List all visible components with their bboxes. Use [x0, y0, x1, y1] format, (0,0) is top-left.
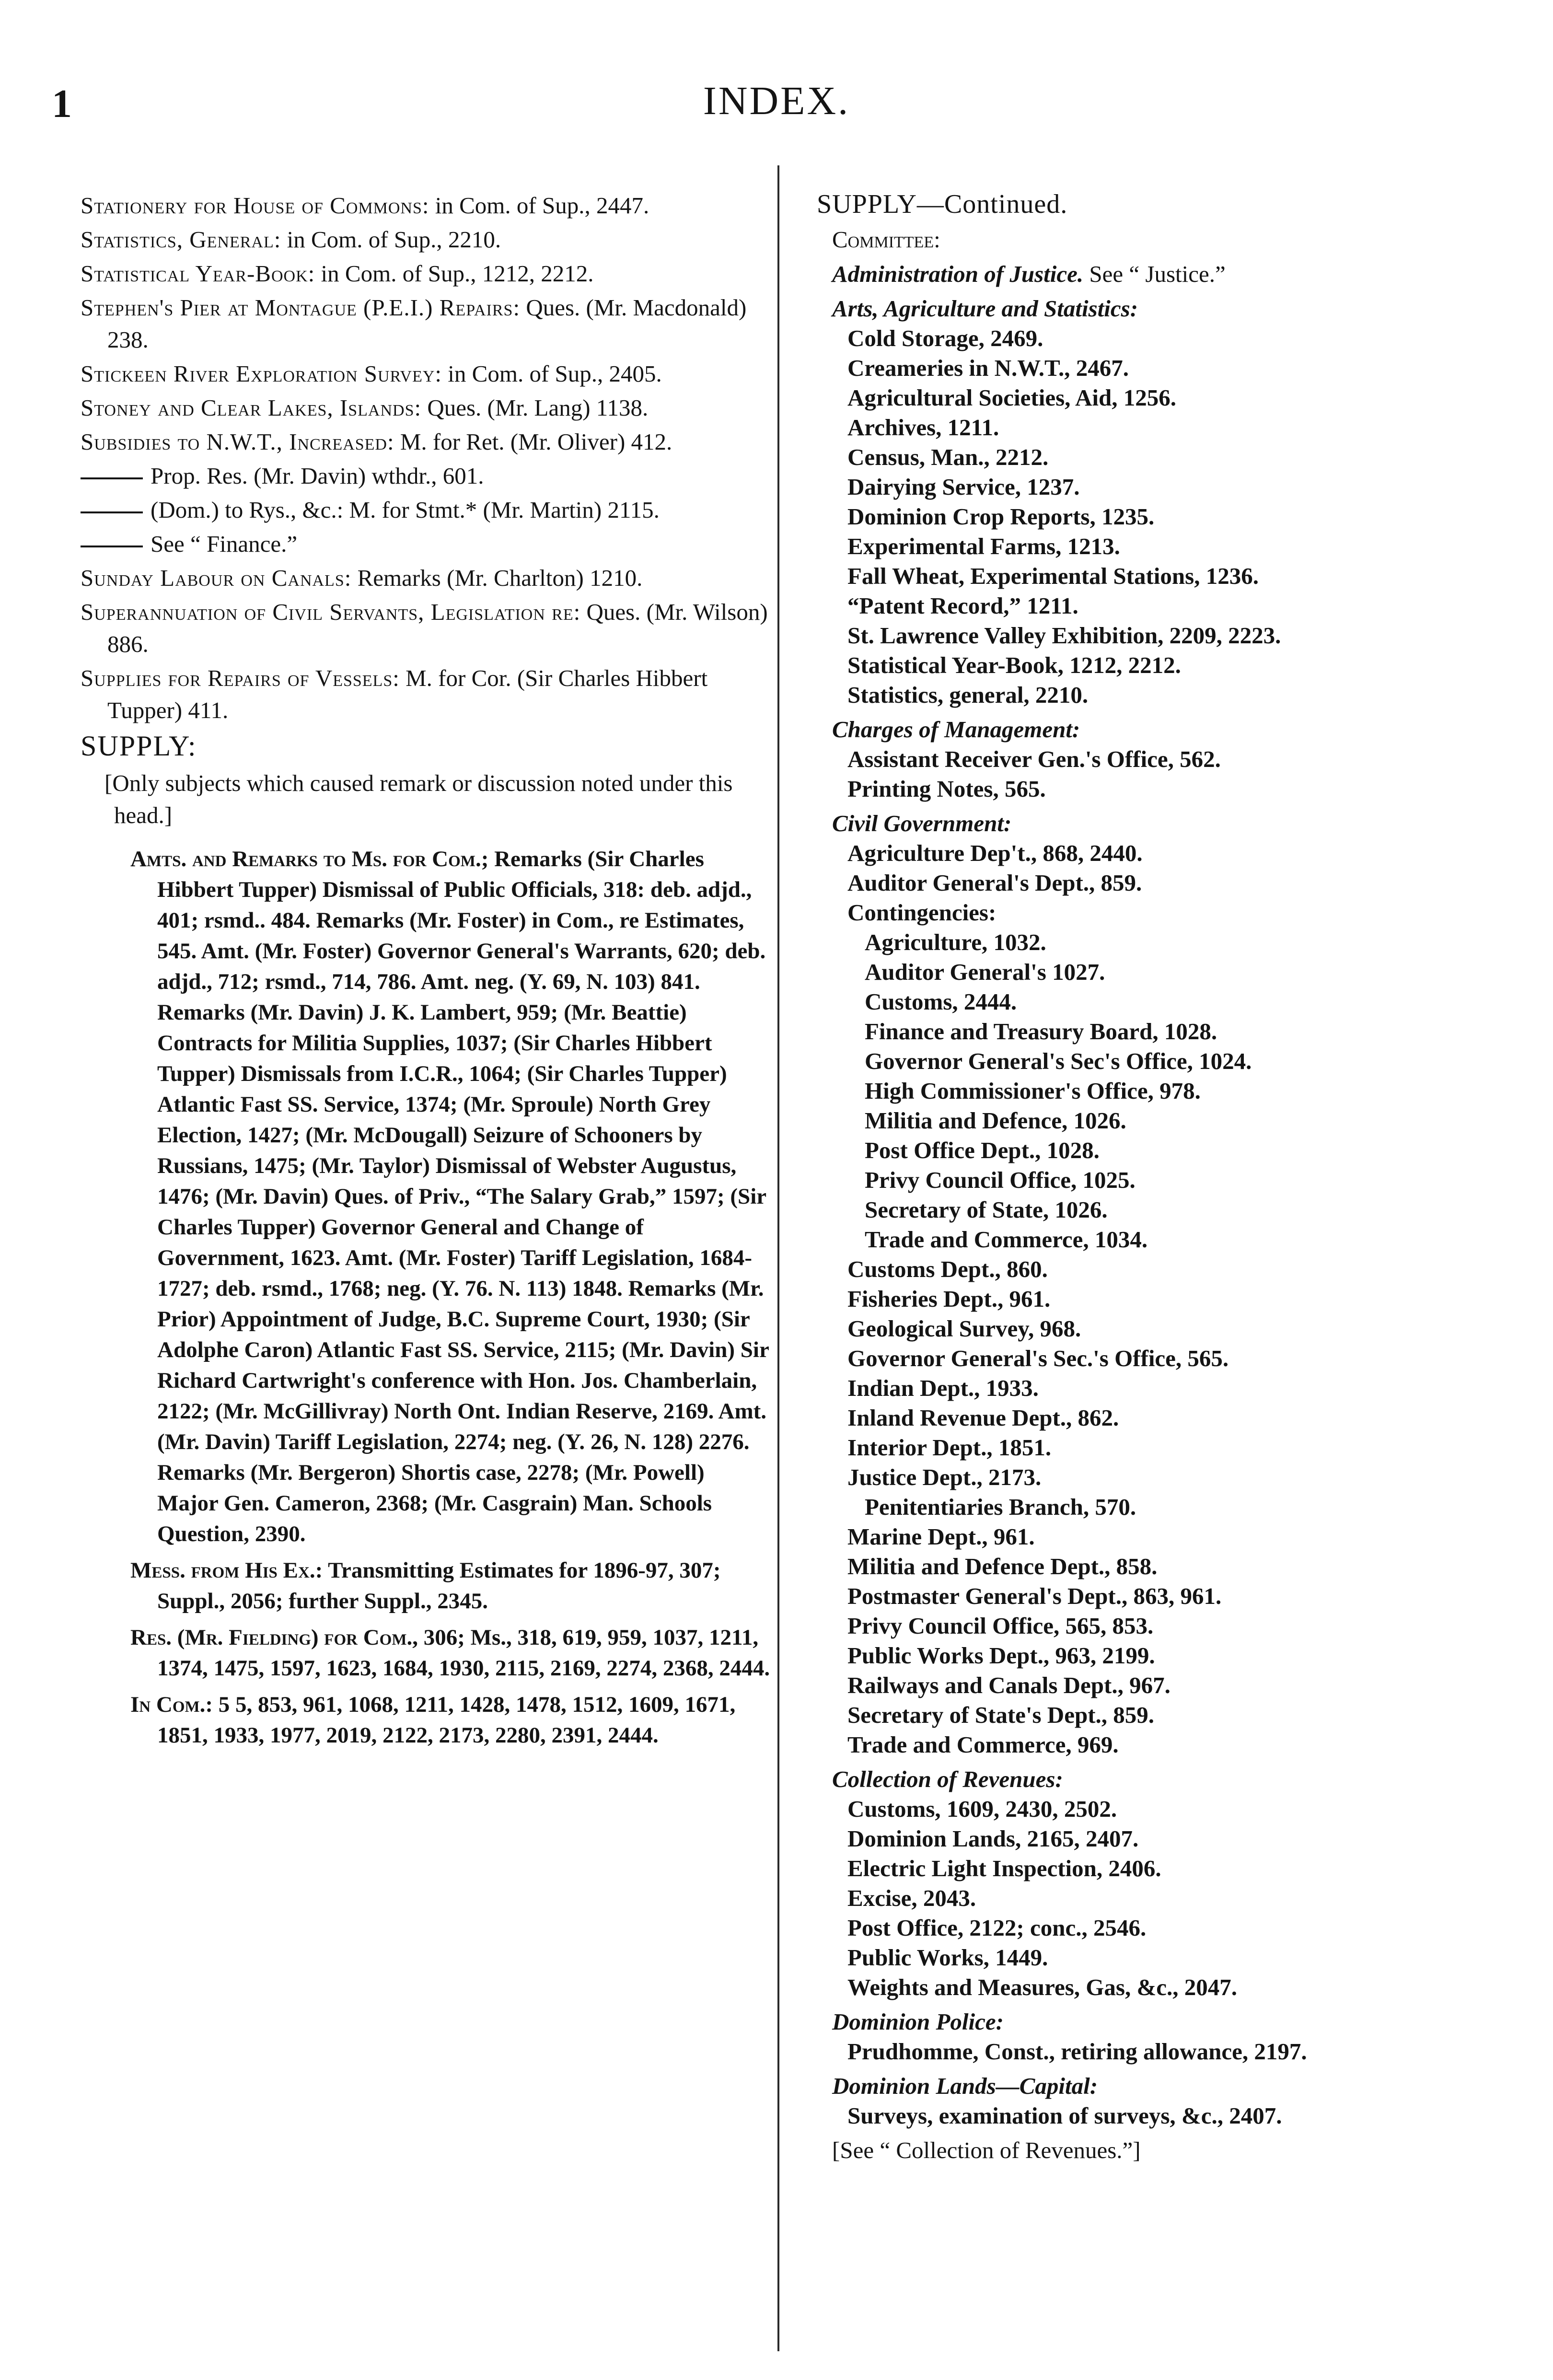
index-entry: [81, 1622, 771, 1683]
see-reference: [See “ Collection of Revenues.”]: [832, 2137, 1141, 2163]
left-column: [81, 189, 771, 1756]
entry-text: Remarks (Mr. Charlton) 1210.: [351, 565, 643, 591]
continuation-entry: [81, 528, 771, 560]
dash-rule: [81, 511, 143, 513]
entry-text: in Com. of Sup., 2405.: [442, 360, 662, 387]
index-item: Dominion Crop Reports, 1235.: [847, 503, 1155, 530]
continuation-entry: [81, 460, 771, 492]
index-item: Contingencies:: [847, 899, 997, 926]
column-divider: [777, 165, 779, 2351]
entry-text: 306; Ms., 318, 619, 959, 1037, 1211, 1374, 1475, 1597, 1623, 1684, 1930, 2115, 2169, 2274, 2368, 2444.: [157, 1625, 770, 1681]
index-item: Penitentiaries Branch, 570.: [865, 1494, 1136, 1520]
entry-heading: Stoney and Clear Lakes, Islands:: [81, 395, 422, 421]
category-heading: [832, 715, 1497, 744]
entry-heading: Statistics, General:: [81, 226, 281, 253]
index-entry: [81, 392, 771, 424]
index-item: Public Works Dept., 963, 2199.: [847, 1642, 1155, 1669]
page-title: INDEX.: [703, 79, 850, 123]
continuation-entry: [81, 494, 771, 526]
category-heading: Collection of Revenues:: [832, 1766, 1063, 1792]
entry-text: Ques. (Mr. Wilson) 886.: [107, 599, 768, 657]
index-item: Privy Council Office, 1025.: [865, 1167, 1136, 1193]
entry-heading: Stephen's Pier at Montague (P.E.I.) Repairs:: [81, 294, 521, 321]
entry-heading: Mess. from His Ex.:: [130, 1558, 323, 1583]
index-entry: [81, 844, 771, 1549]
index-entry: [81, 662, 771, 726]
index-item: Geological Survey, 968.: [847, 1315, 1081, 1342]
index-item: Inland Revenue Dept., 862.: [847, 1405, 1119, 1431]
entry-heading: Stickeen River Exploration Survey:: [81, 360, 442, 387]
index-item: Dominion Lands, 2165, 2407.: [847, 1825, 1139, 1852]
category-label: Arts, Agriculture and Statistics:: [832, 295, 1138, 322]
index-item: Agriculture Dep't., 868, 2440.: [847, 840, 1143, 866]
entry-text: Ques. (Mr. Lang) 1138.: [421, 395, 649, 421]
index-item: Post Office Dept., 1028.: [865, 1137, 1100, 1163]
index-entry: [81, 596, 771, 660]
index-item: Census, Man., 2212.: [847, 444, 1049, 470]
right-column: [817, 189, 1497, 2165]
index-item: Experimental Farms, 1213.: [847, 533, 1120, 559]
category-heading: [832, 294, 1497, 324]
entry-heading: Res. (Mr. Fielding) for Com.,: [130, 1625, 418, 1650]
entry-text: in Com. of Sup., 1212, 2212.: [315, 260, 594, 287]
index-item: Interior Dept., 1851.: [847, 1434, 1052, 1461]
see-reference: See “ Justice.”: [1083, 261, 1226, 287]
entry-heading: Supplies for Repairs of Vessels:: [81, 665, 400, 691]
index-item: Finance and Treasury Board, 1028.: [865, 1018, 1217, 1045]
index-item: Customs, 1609, 2430, 2502.: [847, 1796, 1117, 1822]
index-item: Secretary of State, 1026.: [865, 1196, 1108, 1223]
index-item: Archives, 1211.: [847, 414, 999, 441]
index-item: Excise, 2043.: [847, 1885, 976, 1911]
entry-text: Ques. (Mr. Macdonald) 238.: [107, 294, 747, 353]
entry-text: 5 5, 853, 961, 1068, 1211, 1428, 1478, 1512, 1609, 1671, 1851, 1933, 1977, 2019, 2122, 2173, 2280, 2391, 2444.: [157, 1692, 736, 1748]
index-item: Auditor General's Dept., 859.: [847, 870, 1142, 896]
index-item: Indian Dept., 1933.: [847, 1375, 1039, 1401]
entry-text: in Com. of Sup., 2447.: [429, 192, 649, 219]
dash-rule: [81, 477, 143, 479]
entry-heading: Subsidies to N.W.T., Increased:: [81, 429, 394, 455]
category-heading: Dominion Police:: [832, 2008, 1004, 2035]
index-item: Statistics, general, 2210.: [847, 682, 1089, 708]
index-item: Electric Light Inspection, 2406.: [847, 1855, 1161, 1881]
index-item: Customs, 2444.: [865, 988, 1017, 1015]
index-entry: [81, 257, 771, 290]
index-item: Post Office, 2122; conc., 2546.: [847, 1915, 1147, 1941]
entry-text: in Com. of Sup., 2210.: [281, 226, 501, 253]
index-item: Militia and Defence Dept., 858.: [847, 1553, 1158, 1579]
entry-text: M. for Cor. (Sir Charles Hibbert Tupper) 411.: [107, 665, 708, 723]
entry-text: Transmitting Estimates for 1896-97, 307; Suppl., 2056; further Suppl., 2345.: [157, 1558, 721, 1614]
continuation-text: Prop. Res. (Mr. Davin) wthdr., 601.: [151, 463, 484, 489]
index-item: Surveys, examination of surveys, &c., 2407.: [847, 2102, 1282, 2129]
index-item: Postmaster General's Dept., 863, 961.: [847, 1583, 1222, 1609]
index-item: Auditor General's 1027.: [865, 959, 1105, 985]
index-item: Agriculture, 1032.: [865, 929, 1046, 955]
committee-heading: Committee:: [832, 226, 940, 253]
index-entry: [81, 223, 771, 255]
category-heading: Dominion Lands—Capital:: [832, 2073, 1098, 2099]
index-entry: [81, 189, 771, 221]
index-item: Prudhomme, Const., retiring allowance, 2197.: [847, 2038, 1307, 2065]
index-entry: [81, 426, 771, 458]
supply-note: [Only subjects which caused remark or discussion noted under this head.]: [104, 770, 733, 828]
index-item: Privy Council Office, 565, 853.: [847, 1613, 1154, 1639]
index-item: Weights and Measures, Gas, &c., 2047.: [847, 1974, 1238, 2000]
index-item: High Commissioner's Office, 978.: [865, 1078, 1201, 1104]
index-item: Railways and Canals Dept., 967.: [847, 1672, 1171, 1698]
index-entry: [81, 291, 771, 356]
category-label: Charges of Management:: [832, 716, 1080, 743]
supply-heading: SUPPLY:: [81, 730, 197, 762]
category-label: Administration of Justice.: [832, 261, 1084, 287]
continuation-text: See “ Finance.”: [151, 531, 298, 557]
entry-heading: Statistical Year-Book:: [81, 260, 315, 287]
entry-heading: Sunday Labour on Canals:: [81, 565, 352, 591]
entry-text: M. for Ret. (Mr. Oliver) 412.: [394, 429, 672, 455]
continuation-text: (Dom.) to Rys., &c.: M. for Stmt.* (Mr. Martin) 2115.: [151, 497, 660, 523]
entry-heading: Amts. and Remarks to Ms. for Com.;: [130, 847, 489, 871]
entry-heading: In Com.:: [130, 1692, 213, 1717]
index-entry: [81, 358, 771, 390]
entry-heading: Superannuation of Civil Servants, Legislation re:: [81, 599, 581, 625]
index-item: Creameries in N.W.T., 2467.: [847, 355, 1129, 381]
index-item: Printing Notes, 565.: [847, 776, 1046, 802]
index-item: Fisheries Dept., 961.: [847, 1286, 1051, 1312]
index-item: Marine Dept., 961.: [847, 1523, 1035, 1550]
index-item: Customs Dept., 860.: [847, 1256, 1048, 1282]
index-item: Militia and Defence, 1026.: [865, 1107, 1126, 1134]
index-item: Secretary of State's Dept., 859.: [847, 1702, 1155, 1728]
index-item: “Patent Record,” 1211.: [847, 592, 1078, 619]
index-entry: [81, 562, 771, 594]
index-item: Governor General's Sec.'s Office, 565.: [847, 1345, 1229, 1371]
entry-heading: Stationery for House of Commons:: [81, 192, 429, 219]
index-entry: [81, 1689, 771, 1751]
dash-rule: [81, 546, 143, 547]
index-item: Dairying Service, 1237.: [847, 474, 1080, 500]
index-item: Agricultural Societies, Aid, 1256.: [847, 384, 1176, 411]
supply-continued-heading: SUPPLY—Continued.: [817, 189, 1068, 219]
index-item: Cold Storage, 2469.: [847, 325, 1043, 351]
index-item: Justice Dept., 2173.: [847, 1464, 1042, 1490]
index-item: Trade and Commerce, 969.: [847, 1731, 1119, 1758]
category-heading: [832, 259, 1497, 289]
index-entry: [81, 1555, 771, 1616]
page-number: 1: [52, 81, 72, 126]
index-item: Fall Wheat, Experimental Stations, 1236.: [847, 563, 1259, 589]
index-item: St. Lawrence Valley Exhibition, 2209, 2223.: [847, 622, 1281, 649]
index-item: Assistant Receiver Gen.'s Office, 562.: [847, 746, 1221, 772]
entry-text: Remarks (Sir Charles Hibbert Tupper) Dismissal of Public Officials, 318: deb. adjd., 401; rsmd.. 484. Remarks (Mr. Foster) in Com., re Estimates, 545. Amt. (Mr. Foster) Governor General's Warrants, 620; deb. adjd., 712; rsmd., 714, 786. Amt. neg. (Y. 69, N. 103) 841. Remarks (Mr. Davin) J. K. Lambert, 959; (Mr. Beattie) Contracts for Militia Supplies, 1037; (Sir Charles Hibbert Tupper) Dismissals from I.C.R., 1064; (Sir Charles Tupper) Atlantic Fast SS. Service, 1374; (Mr. Sproule) North Grey Election, 1427; (Mr. McDougall) Seizure of Schooners by Russians, 1475; (Mr. Taylor) Dismissal of Webster Augustus, 1476; (Mr. Davin) Ques. of Priv., “The Salary Grab,” 1597; (Sir Charles Tupper) Governor General and Change of Government, 1623. Amt. (Mr. Foster) Tariff Legislation, 1684-1727; deb. rsmd., 1768; neg. (Y. 76. N. 113) 1848. Remarks (Mr. Prior) Appointment of Judge, B.C. Supreme Court, 1930; (Sir Adolphe Caron) Atlantic Fast SS. Service, 2115; (Mr. Davin) Sir Richard Cartwright's conference with Hon. Jos. Chamberlain, 2122; (Mr. McGillivray) North Ont. Indian Reserve, 2169. Amt. (Mr. Davin) Tariff Legislation, 2274; neg. (Y. 26, N. 128) 2276. Remarks (Mr. Bergeron) Shortis case, 2278; (Mr. Powell) Major Gen. Cameron, 2368; (Mr. Casgrain) Man. Schools Question, 2390.: [157, 847, 769, 1546]
index-item: Governor General's Sec's Office, 1024.: [865, 1048, 1252, 1074]
index-item: Trade and Commerce, 1034.: [865, 1226, 1148, 1253]
index-item: Public Works, 1449.: [847, 1944, 1048, 1971]
index-item: Statistical Year-Book, 1212, 2212.: [847, 652, 1181, 678]
category-heading: Civil Government:: [832, 810, 1012, 836]
